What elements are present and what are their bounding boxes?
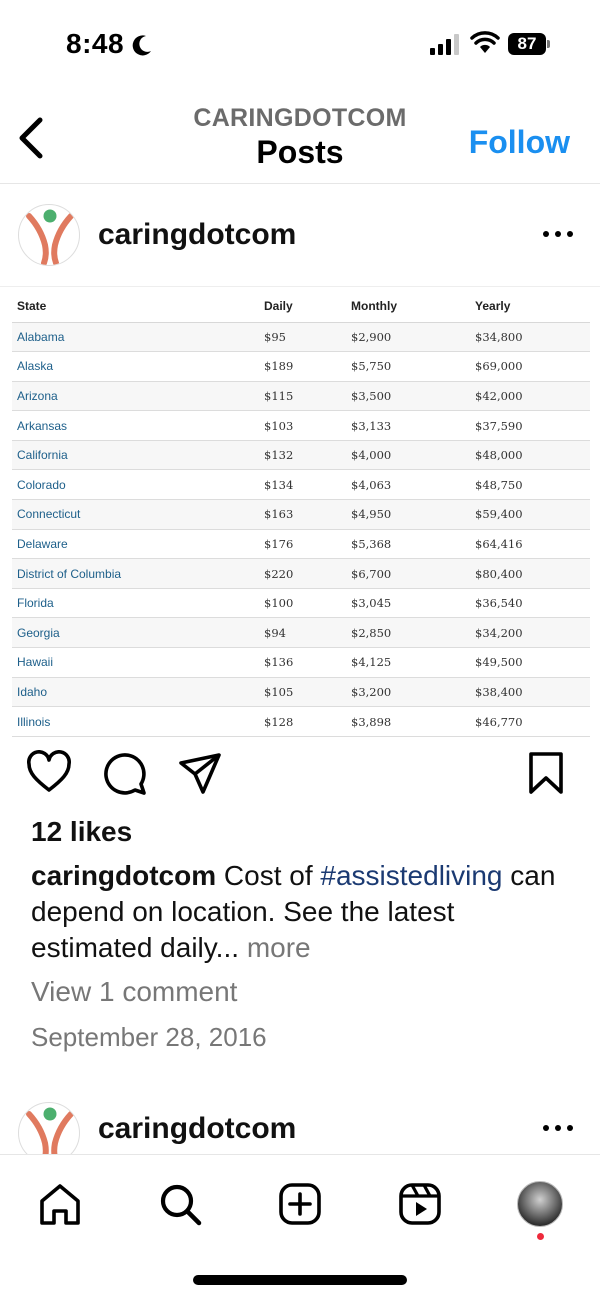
daily-cell: $163 <box>259 500 346 530</box>
hashtag-link[interactable]: #assistedliving <box>320 860 503 891</box>
table-row <box>12 470 590 500</box>
caption-text: can depend on location. See the latest estimated daily... <box>31 860 556 963</box>
moon-icon <box>131 34 153 56</box>
daily-cell: $136 <box>259 648 346 678</box>
monthly-cell: $4,000 <box>346 440 470 470</box>
yearly-cell: $48,000 <box>470 440 590 470</box>
column-header: Daily <box>259 290 346 322</box>
state-cell: Florida <box>12 588 259 618</box>
yearly-cell: $59,400 <box>470 500 590 530</box>
table-row <box>12 648 590 678</box>
yearly-cell: $42,000 <box>470 381 590 411</box>
monthly-cell: $2,850 <box>346 618 470 648</box>
caption-more-link[interactable]: more <box>246 932 311 963</box>
table-row <box>12 352 590 382</box>
header-account-name: CARINGDOTCOM <box>193 104 407 132</box>
yearly-cell: $49,500 <box>470 648 590 678</box>
avatar[interactable] <box>18 204 80 266</box>
follow-button[interactable]: Follow <box>468 124 570 160</box>
comment-icon[interactable] <box>101 750 147 796</box>
daily-cell: $94 <box>259 618 346 648</box>
table-header-row <box>12 290 590 322</box>
bookmark-icon[interactable] <box>523 750 569 796</box>
table-row <box>12 440 590 470</box>
monthly-cell: $2,900 <box>346 322 470 352</box>
daily-cell: $189 <box>259 352 346 382</box>
yearly-cell: $38,400 <box>470 677 590 707</box>
status-time: 8:48 <box>66 28 125 59</box>
more-options-icon[interactable] <box>540 1118 576 1138</box>
notification-dot <box>537 1233 544 1240</box>
post-caption <box>31 858 581 966</box>
page-title: Posts <box>256 134 344 170</box>
column-header: Monthly <box>346 290 470 322</box>
state-cell: California <box>12 440 259 470</box>
table-row <box>12 322 590 352</box>
yearly-cell: $37,590 <box>470 411 590 441</box>
reels-icon[interactable] <box>397 1181 443 1227</box>
monthly-cell: $4,125 <box>346 648 470 678</box>
monthly-cell: $3,500 <box>346 381 470 411</box>
monthly-cell: $3,898 <box>346 707 470 737</box>
monthly-cell: $4,063 <box>346 470 470 500</box>
post-username[interactable]: caringdotcom <box>98 218 297 251</box>
daily-cell: $134 <box>259 470 346 500</box>
table-row <box>12 588 590 618</box>
post-date: September 28, 2016 <box>31 1022 267 1052</box>
create-post-icon[interactable] <box>277 1181 323 1227</box>
yearly-cell: $34,200 <box>470 618 590 648</box>
table-row <box>12 381 590 411</box>
state-cell: Colorado <box>12 470 259 500</box>
profile-avatar[interactable] <box>517 1181 563 1227</box>
monthly-cell: $3,200 <box>346 677 470 707</box>
post-image[interactable] <box>0 286 600 736</box>
monthly-cell: $4,950 <box>346 500 470 530</box>
daily-cell: $115 <box>259 381 346 411</box>
daily-cell: $176 <box>259 529 346 559</box>
caption-text: Cost of <box>223 860 321 891</box>
yearly-cell: $64,416 <box>470 529 590 559</box>
state-cell: District of Columbia <box>12 559 259 589</box>
daily-cell: $103 <box>259 411 346 441</box>
daily-cell: $220 <box>259 559 346 589</box>
likes-count[interactable]: 12 likes <box>31 816 133 847</box>
wifi-icon <box>470 31 500 55</box>
share-icon[interactable] <box>177 750 223 796</box>
post-action-bar <box>0 746 600 802</box>
state-cell: Arizona <box>12 381 259 411</box>
daily-cell: $105 <box>259 677 346 707</box>
battery-icon <box>508 33 550 55</box>
column-header: Yearly <box>470 290 590 322</box>
state-cell: Georgia <box>12 618 259 648</box>
column-header: State <box>12 290 259 322</box>
monthly-cell: $3,045 <box>346 588 470 618</box>
yearly-cell: $34,800 <box>470 322 590 352</box>
daily-cell: $95 <box>259 322 346 352</box>
monthly-cell: $6,700 <box>346 559 470 589</box>
caption-username[interactable]: caringdotcom <box>31 860 217 891</box>
table-row <box>12 411 590 441</box>
yearly-cell: $69,000 <box>470 352 590 382</box>
caring-logo-icon <box>19 205 80 266</box>
monthly-cell: $3,133 <box>346 411 470 441</box>
state-cell: Alabama <box>12 322 259 352</box>
cost-table <box>12 290 590 737</box>
table-row <box>12 707 590 737</box>
post-header <box>0 186 600 286</box>
profile-posts-header <box>0 92 600 184</box>
yearly-cell: $46,770 <box>470 707 590 737</box>
cellular-signal-icon <box>430 33 462 55</box>
monthly-cell: $5,750 <box>346 352 470 382</box>
heart-icon[interactable] <box>26 750 72 796</box>
table-row <box>12 500 590 530</box>
state-cell: Delaware <box>12 529 259 559</box>
bottom-nav <box>0 1154 600 1299</box>
monthly-cell: $5,368 <box>346 529 470 559</box>
table-row <box>12 559 590 589</box>
state-cell: Alaska <box>12 352 259 382</box>
yearly-cell: $48,750 <box>470 470 590 500</box>
status-bar <box>0 0 600 92</box>
daily-cell: $128 <box>259 707 346 737</box>
post-username[interactable]: caringdotcom <box>98 1112 297 1145</box>
search-icon[interactable] <box>157 1181 203 1227</box>
yearly-cell: $80,400 <box>470 559 590 589</box>
state-cell: Idaho <box>12 677 259 707</box>
table-row <box>12 677 590 707</box>
next-post-header <box>0 1084 600 1164</box>
table-row <box>12 618 590 648</box>
home-indicator[interactable] <box>193 1275 407 1285</box>
daily-cell: $132 <box>259 440 346 470</box>
home-icon[interactable] <box>37 1181 83 1227</box>
state-cell: Arkansas <box>12 411 259 441</box>
daily-cell: $100 <box>259 588 346 618</box>
state-cell: Hawaii <box>12 648 259 678</box>
more-options-icon[interactable] <box>540 224 576 244</box>
yearly-cell: $36,540 <box>470 588 590 618</box>
view-comments-link[interactable]: View 1 comment <box>31 976 238 1007</box>
state-cell: Connecticut <box>12 500 259 530</box>
battery-level: 87 <box>508 33 546 55</box>
table-row <box>12 529 590 559</box>
state-cell: Illinois <box>12 707 259 737</box>
